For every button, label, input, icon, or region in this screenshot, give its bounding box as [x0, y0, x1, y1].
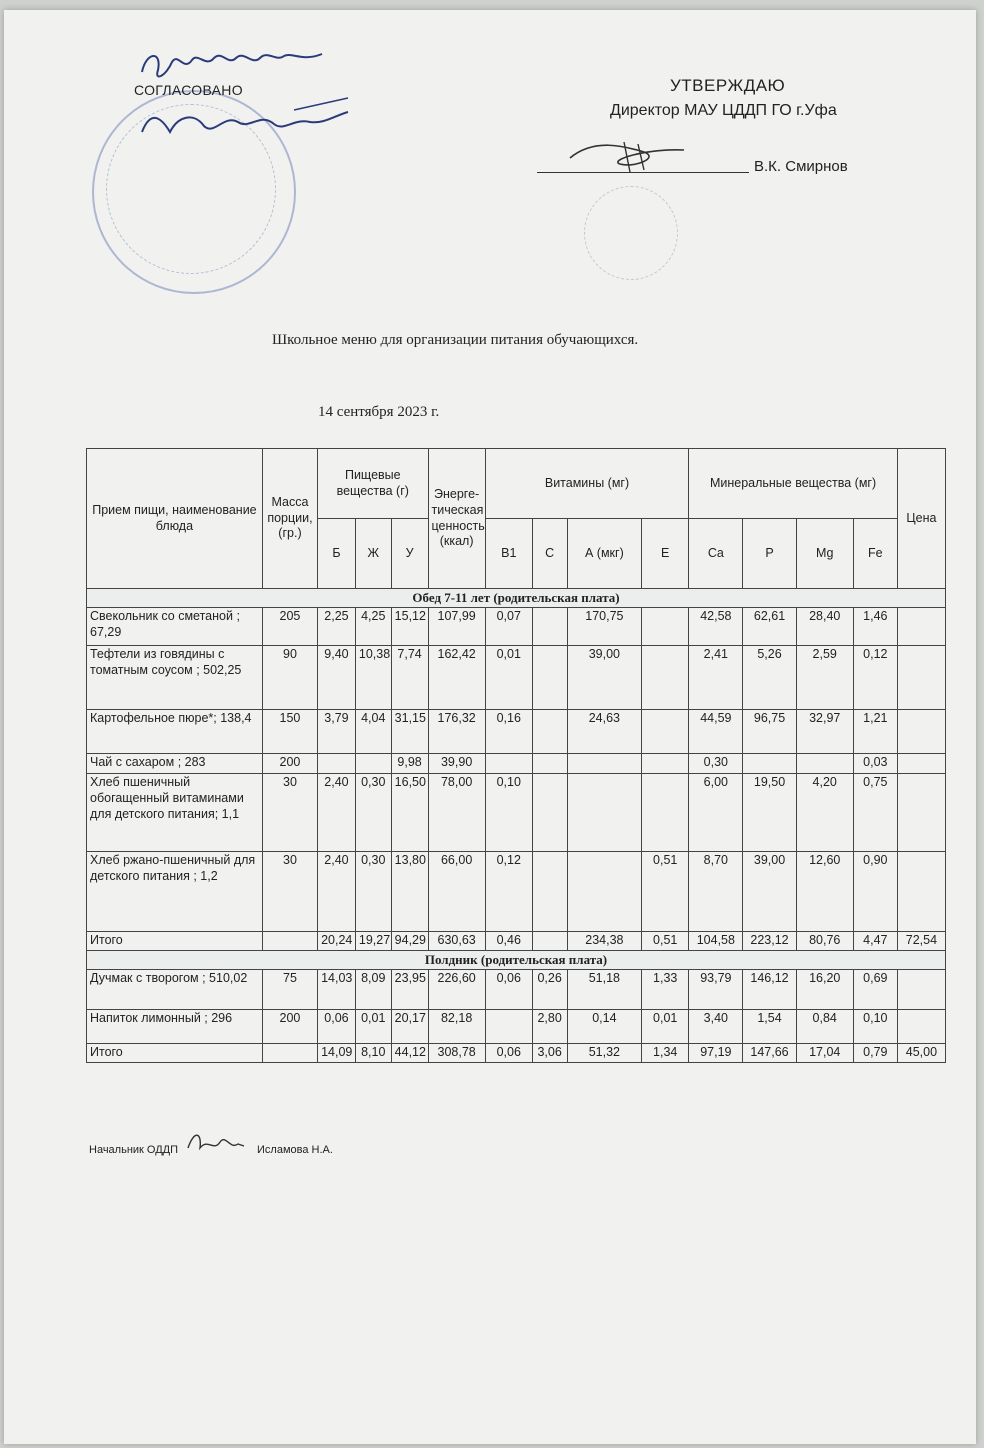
cell-ca: 2,41 [689, 646, 743, 710]
table-row [87, 646, 946, 710]
table-row [87, 852, 946, 932]
cell-price [897, 970, 945, 1010]
cell-u: 23,95 [391, 970, 428, 1010]
cell-b: 2,25 [318, 608, 356, 646]
total-row [87, 1044, 946, 1063]
table-row [87, 970, 946, 1010]
cell-ca: 8,70 [689, 852, 743, 932]
lunch-rows [87, 608, 946, 951]
header-price: Цена [897, 449, 945, 589]
cell-zh: 0,30 [355, 774, 391, 852]
total-label: Итого [87, 932, 263, 951]
cell-mass: 205 [262, 608, 317, 646]
footer-name: Исламова Н.А. [257, 1144, 333, 1156]
cell-e: 0,01 [642, 1010, 689, 1044]
total-p: 147,66 [743, 1044, 796, 1063]
cell-kcal: 162,42 [428, 646, 485, 710]
header-a: А (мкг) [567, 519, 642, 589]
cell-kcal: 107,99 [428, 608, 485, 646]
cell-mass: 200 [262, 1010, 317, 1044]
cell-c: 2,80 [532, 1010, 567, 1044]
dish-name-cell: Чай с сахаром ; 283 [87, 754, 263, 774]
cell-c [532, 852, 567, 932]
cell-price [897, 754, 945, 774]
cell-fe: 0,03 [853, 754, 897, 774]
cell-p: 146,12 [743, 970, 796, 1010]
cell-b: 0,06 [318, 1010, 356, 1044]
cell-ca: 0,30 [689, 754, 743, 774]
total-u: 94,29 [391, 932, 428, 951]
cell-zh: 8,09 [355, 970, 391, 1010]
cell-mass: 30 [262, 774, 317, 852]
header-b: Б [318, 519, 356, 589]
cell-price [897, 774, 945, 852]
cell-kcal: 66,00 [428, 852, 485, 932]
section-title: Полдник (родительская плата) [87, 950, 946, 969]
cell-p: 96,75 [743, 710, 796, 754]
header-dish: Прием пищи, наименование блюда [87, 449, 263, 589]
total-b: 14,09 [318, 1044, 356, 1063]
cell-a [567, 852, 642, 932]
cell-b1: 0,16 [485, 710, 532, 754]
total-zh: 8,10 [355, 1044, 391, 1063]
cell-b1: 0,12 [485, 852, 532, 932]
total-row [87, 932, 946, 951]
cell-a: 24,63 [567, 710, 642, 754]
header-energy: Энерге-тическая ценность (ккал) [428, 449, 485, 589]
document-date: 14 сентября 2023 г. [318, 404, 440, 420]
table-row [87, 754, 946, 774]
section-snack [87, 950, 946, 969]
cell-mg: 32,97 [796, 710, 853, 754]
section-lunch [87, 589, 946, 608]
header-mg: Mg [796, 519, 853, 589]
footer-position: Начальник ОДДП [89, 1144, 179, 1156]
cell-u: 7,74 [391, 646, 428, 710]
document-title: Школьное меню для организации питания обучающихся. [272, 332, 639, 348]
cell-p: 5,26 [743, 646, 796, 710]
cell-price [897, 646, 945, 710]
total-e: 0,51 [642, 932, 689, 951]
cell-b1: 0,07 [485, 608, 532, 646]
cell-ca: 6,00 [689, 774, 743, 852]
approve-label: УТВЕРЖДАЮ [670, 76, 786, 95]
cell-zh [355, 754, 391, 774]
cell-kcal: 226,60 [428, 970, 485, 1010]
cell-zh: 0,01 [355, 1010, 391, 1044]
cell-mass: 90 [262, 646, 317, 710]
total-label: Итого [87, 1044, 263, 1063]
cell-mg: 12,60 [796, 852, 853, 932]
cell-b: 2,40 [318, 774, 356, 852]
total-mg: 17,04 [796, 1044, 853, 1063]
director-name: В.К. Смирнов [754, 158, 848, 175]
cell-fe: 0,90 [853, 852, 897, 932]
table-row [87, 608, 946, 646]
cell-u: 9,98 [391, 754, 428, 774]
cell-e [642, 646, 689, 710]
cell-fe: 0,10 [853, 1010, 897, 1044]
dish-name-cell: Хлеб пшеничный обогащенный витаминами для детского питания; 1,1 [87, 774, 263, 852]
cell-b [318, 754, 356, 774]
total-ca: 104,58 [689, 932, 743, 951]
document-sheet [4, 10, 976, 1444]
cell-e [642, 710, 689, 754]
header-u: У [391, 519, 428, 589]
menu-table [86, 448, 946, 1063]
cell-e [642, 754, 689, 774]
total-kcal: 630,63 [428, 932, 485, 951]
cell-b: 9,40 [318, 646, 356, 710]
dish-name-cell: Картофельное пюре*; 138,4 [87, 710, 263, 754]
cell-price [897, 710, 945, 754]
dish-name-cell: Хлеб ржано-пшеничный для детского питания ; 1,2 [87, 852, 263, 932]
signature-line [537, 172, 749, 173]
cell-b: 14,03 [318, 970, 356, 1010]
cell-a [567, 754, 642, 774]
cell-c [532, 646, 567, 710]
cell-price [897, 852, 945, 932]
faded-stamp [584, 186, 678, 280]
total-a: 51,32 [567, 1044, 642, 1063]
header-zh: Ж [355, 519, 391, 589]
handwritten-surname-signature [134, 92, 354, 152]
cell-mg [796, 754, 853, 774]
cell-p: 62,61 [743, 608, 796, 646]
snack-rows [87, 970, 946, 1063]
footer-signature [184, 1126, 248, 1158]
header-fe: Fe [853, 519, 897, 589]
cell-ca: 93,79 [689, 970, 743, 1010]
cell-e [642, 774, 689, 852]
cell-p [743, 754, 796, 774]
table-row [87, 1010, 946, 1044]
total-mg: 80,76 [796, 932, 853, 951]
director-signature [564, 128, 694, 176]
dish-name-cell: Дучмак с творогом ; 510,02 [87, 970, 263, 1010]
total-fe: 0,79 [853, 1044, 897, 1063]
cell-c [532, 608, 567, 646]
cell-ca: 42,58 [689, 608, 743, 646]
cell-mg: 28,40 [796, 608, 853, 646]
total-fe: 4,47 [853, 932, 897, 951]
cell-ca: 3,40 [689, 1010, 743, 1044]
cell-ca: 44,59 [689, 710, 743, 754]
cell-zh: 10,38 [355, 646, 391, 710]
cell-fe: 0,12 [853, 646, 897, 710]
total-price: 72,54 [897, 932, 945, 951]
cell-u: 20,17 [391, 1010, 428, 1044]
header-c: С [532, 519, 567, 589]
header-vitamins: Витамины (мг) [485, 449, 689, 519]
cell-fe: 1,46 [853, 608, 897, 646]
total-kcal: 308,78 [428, 1044, 485, 1063]
table-row [87, 710, 946, 754]
cell-zh: 4,25 [355, 608, 391, 646]
cell-e [642, 608, 689, 646]
total-ca: 97,19 [689, 1044, 743, 1063]
cell-c [532, 774, 567, 852]
cell-c [532, 710, 567, 754]
cell-u: 13,80 [391, 852, 428, 932]
cell-u: 31,15 [391, 710, 428, 754]
total-b: 20,24 [318, 932, 356, 951]
cell-e: 0,51 [642, 852, 689, 932]
cell-kcal: 39,90 [428, 754, 485, 774]
cell-price [897, 1010, 945, 1044]
total-c [532, 932, 567, 951]
total-e: 1,34 [642, 1044, 689, 1063]
total-zh: 19,27 [355, 932, 391, 951]
header-b1: В1 [485, 519, 532, 589]
cell-fe: 0,69 [853, 970, 897, 1010]
header-minerals: Минеральные вещества (мг) [689, 449, 898, 519]
cell-mass: 75 [262, 970, 317, 1010]
cell-kcal: 176,32 [428, 710, 485, 754]
cell-p: 19,50 [743, 774, 796, 852]
dish-name-cell: Свекольник со сметаной ; 67,29 [87, 608, 263, 646]
dish-name-cell: Тефтели из говядины с томатным соусом ; 502,25 [87, 646, 263, 710]
agreed-label: СОГЛАСОВАНО [134, 82, 243, 98]
total-mass [262, 932, 317, 951]
cell-fe: 0,75 [853, 774, 897, 852]
cell-mg: 0,84 [796, 1010, 853, 1044]
total-b1: 0,46 [485, 932, 532, 951]
cell-u: 15,12 [391, 608, 428, 646]
header-nutrients: Пищевые вещества (г) [318, 449, 428, 519]
dish-name-cell: Напиток лимонный ; 296 [87, 1010, 263, 1044]
total-a: 234,38 [567, 932, 642, 951]
cell-b1: 0,10 [485, 774, 532, 852]
cell-kcal: 78,00 [428, 774, 485, 852]
cell-u: 16,50 [391, 774, 428, 852]
cell-p: 39,00 [743, 852, 796, 932]
header-mass: Масса порции, (гр.) [262, 449, 317, 589]
cell-b: 2,40 [318, 852, 356, 932]
cell-a: 170,75 [567, 608, 642, 646]
director-position: Директор МАУ ЦДДП ГО г.Уфа [610, 102, 837, 119]
cell-mg: 4,20 [796, 774, 853, 852]
cell-b: 3,79 [318, 710, 356, 754]
cell-a: 51,18 [567, 970, 642, 1010]
total-u: 44,12 [391, 1044, 428, 1063]
cell-e: 1,33 [642, 970, 689, 1010]
cell-b1 [485, 1010, 532, 1044]
cell-zh: 0,30 [355, 852, 391, 932]
table-row [87, 774, 946, 852]
cell-fe: 1,21 [853, 710, 897, 754]
cell-a [567, 774, 642, 852]
cell-kcal: 82,18 [428, 1010, 485, 1044]
cell-mass: 200 [262, 754, 317, 774]
total-c: 3,06 [532, 1044, 567, 1063]
cell-b1: 0,06 [485, 970, 532, 1010]
cell-mass: 30 [262, 852, 317, 932]
cell-price [897, 608, 945, 646]
total-b1: 0,06 [485, 1044, 532, 1063]
header-e: Е [642, 519, 689, 589]
total-p: 223,12 [743, 932, 796, 951]
header-p: P [743, 519, 796, 589]
total-price: 45,00 [897, 1044, 945, 1063]
cell-mass: 150 [262, 710, 317, 754]
section-title: Обед 7-11 лет (родительская плата) [87, 589, 946, 608]
cell-a: 0,14 [567, 1010, 642, 1044]
cell-c: 0,26 [532, 970, 567, 1010]
cell-c [532, 754, 567, 774]
cell-mg: 16,20 [796, 970, 853, 1010]
cell-p: 1,54 [743, 1010, 796, 1044]
cell-mg: 2,59 [796, 646, 853, 710]
cell-a: 39,00 [567, 646, 642, 710]
cell-b1 [485, 754, 532, 774]
total-mass [262, 1044, 317, 1063]
cell-zh: 4,04 [355, 710, 391, 754]
header-ca: Ca [689, 519, 743, 589]
cell-b1: 0,01 [485, 646, 532, 710]
